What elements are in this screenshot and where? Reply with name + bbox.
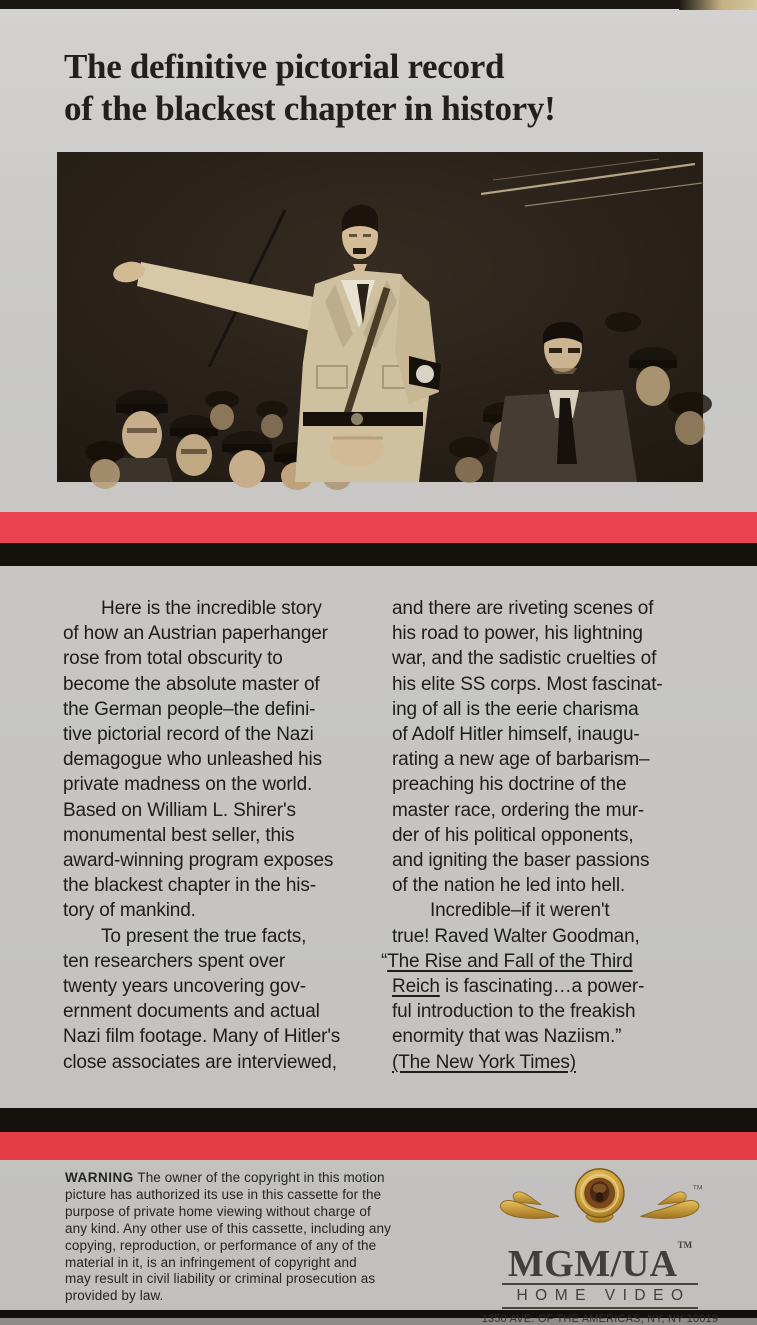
- stripe-band-lower: [0, 1108, 757, 1160]
- black-stripe: [0, 543, 757, 566]
- body-text-line: close associates are interviewed,: [63, 1051, 337, 1073]
- home-video-label: HOME VIDEO: [516, 1287, 691, 1304]
- quote-text: is fascinating…a power-: [439, 976, 645, 998]
- body-text-line: his elite SS corps. Most fascinat-: [392, 673, 663, 695]
- body-text-line: and igniting the baser passions: [392, 850, 650, 872]
- body-text-line: become the absolute master of: [63, 673, 320, 695]
- open-quote: “: [381, 950, 388, 972]
- body-text-line: the German people–the defini-: [63, 698, 316, 720]
- headline-line2: of the blackest chapter in history!: [64, 89, 556, 128]
- body-text-line: the blackest chapter in the his-: [63, 875, 316, 897]
- underlined-title: Reich: [392, 976, 440, 998]
- body-text-line: war, and the sadistic cruelties of: [392, 648, 657, 670]
- warning-line: any kind. Any other use of this cassette, including any: [65, 1220, 391, 1236]
- body-text-line: true! Raved Walter Goodman,: [392, 925, 640, 947]
- body-text-line: private madness on the world.: [63, 774, 313, 796]
- body-text-line: preaching his doctrine of the: [392, 774, 627, 796]
- stripe-band-upper: [0, 512, 757, 566]
- warning-label: WARNING: [65, 1170, 134, 1185]
- body-text-line: ernment documents and actual: [63, 1001, 320, 1023]
- body-text-line: of Adolf Hitler himself, inaugu-: [392, 724, 640, 746]
- body-text-line: tive pictorial record of the Nazi: [63, 724, 314, 746]
- mgm-ua-logo: [455, 1166, 745, 1325]
- quote-title-line: [381, 949, 714, 974]
- quote-source-line: [392, 1050, 714, 1075]
- body-text-line: Nazi film footage. Many of Hitler's: [63, 1026, 341, 1048]
- warning-line: [65, 1170, 425, 1187]
- brand-wordmark: [455, 1229, 745, 1285]
- address-line: 1350 AVE. OF THE AMERICAS, NY, NY 10019: [481, 1313, 719, 1325]
- warning-line: copying, reproduction, or performance of any of the: [65, 1237, 377, 1253]
- body-text-line: ten researchers spent over: [63, 950, 286, 972]
- svg-text:TM: TM: [693, 1184, 703, 1192]
- trademark-symbol: TM: [677, 1240, 693, 1250]
- underlined-title: The Rise and Fall of the Third: [387, 950, 633, 972]
- body-text-line: Based on William L. Shirer's: [63, 799, 296, 821]
- mgm-lion-medallion-icon: [493, 1166, 706, 1230]
- headline-line1: The definitive pictorial record: [64, 47, 505, 86]
- body-text-line: of how an Austrian paperhanger: [63, 623, 328, 645]
- quote-title-line: [392, 974, 714, 999]
- top-box-edge: [0, 0, 757, 9]
- underlined-source: (The New York Times): [392, 1051, 576, 1073]
- red-stripe: [0, 1132, 757, 1160]
- brand-text: MGM/UA: [507, 1243, 678, 1285]
- body-text-line: master race, ordering the mur-: [392, 799, 645, 821]
- body-text-line: tory of mankind.: [63, 900, 196, 922]
- synopsis-text: [63, 596, 715, 1075]
- body-text-line: rating a new age of barbarism–: [392, 749, 650, 771]
- body-text-line: award-winning program exposes: [63, 850, 334, 872]
- red-stripe: [0, 512, 757, 543]
- body-text-line: his road to power, his lightning: [392, 623, 643, 645]
- body-text-line: ing of all is the eerie charisma: [392, 698, 639, 720]
- body-text-line: Incredible–if it weren't: [430, 900, 610, 922]
- body-text-line: To present the true facts,: [101, 925, 307, 947]
- left-column: [63, 596, 388, 1075]
- body-text-line: monumental best seller, this: [63, 824, 295, 846]
- headline: [64, 46, 555, 130]
- body-text-line: rose from total obscurity to: [63, 648, 283, 670]
- body-text-line: of the nation he led into hell.: [392, 875, 626, 897]
- archival-photo: [57, 152, 703, 482]
- warning-line: purpose of private home viewing without charge of: [65, 1203, 371, 1219]
- bottom-section: [0, 1160, 757, 1325]
- warning-line: picture has authorized its use in this cassette for the: [65, 1186, 382, 1202]
- body-text-line: Here is the incredible story: [101, 598, 322, 619]
- warning-line: material in it, is an infringement of copyright and: [65, 1254, 357, 1270]
- body-text-line: and there are riveting scenes of: [392, 598, 654, 619]
- body-text-line: ful introduction to the freakish: [392, 1001, 636, 1023]
- black-stripe: [0, 1108, 757, 1132]
- archival-photo-illustration: [57, 152, 703, 482]
- body-text-line: twenty years uncovering gov-: [63, 976, 306, 998]
- copyright-warning: [65, 1170, 425, 1305]
- warning-text: The owner of the copyright in this motion: [133, 1170, 385, 1185]
- warning-line: provided by law.: [65, 1288, 164, 1304]
- body-text-line: enormity that was Naziism.”: [392, 1026, 622, 1048]
- body-text-line: der of his political opponents,: [392, 824, 634, 846]
- logo-rule-bottom: [502, 1307, 698, 1309]
- right-column: [381, 596, 714, 1075]
- warning-line: may result in civil liability or criminal prosecution as: [65, 1271, 376, 1287]
- body-text-line: demagogue who unleashed his: [63, 749, 322, 771]
- top-right-cardboard-corner: [679, 0, 757, 10]
